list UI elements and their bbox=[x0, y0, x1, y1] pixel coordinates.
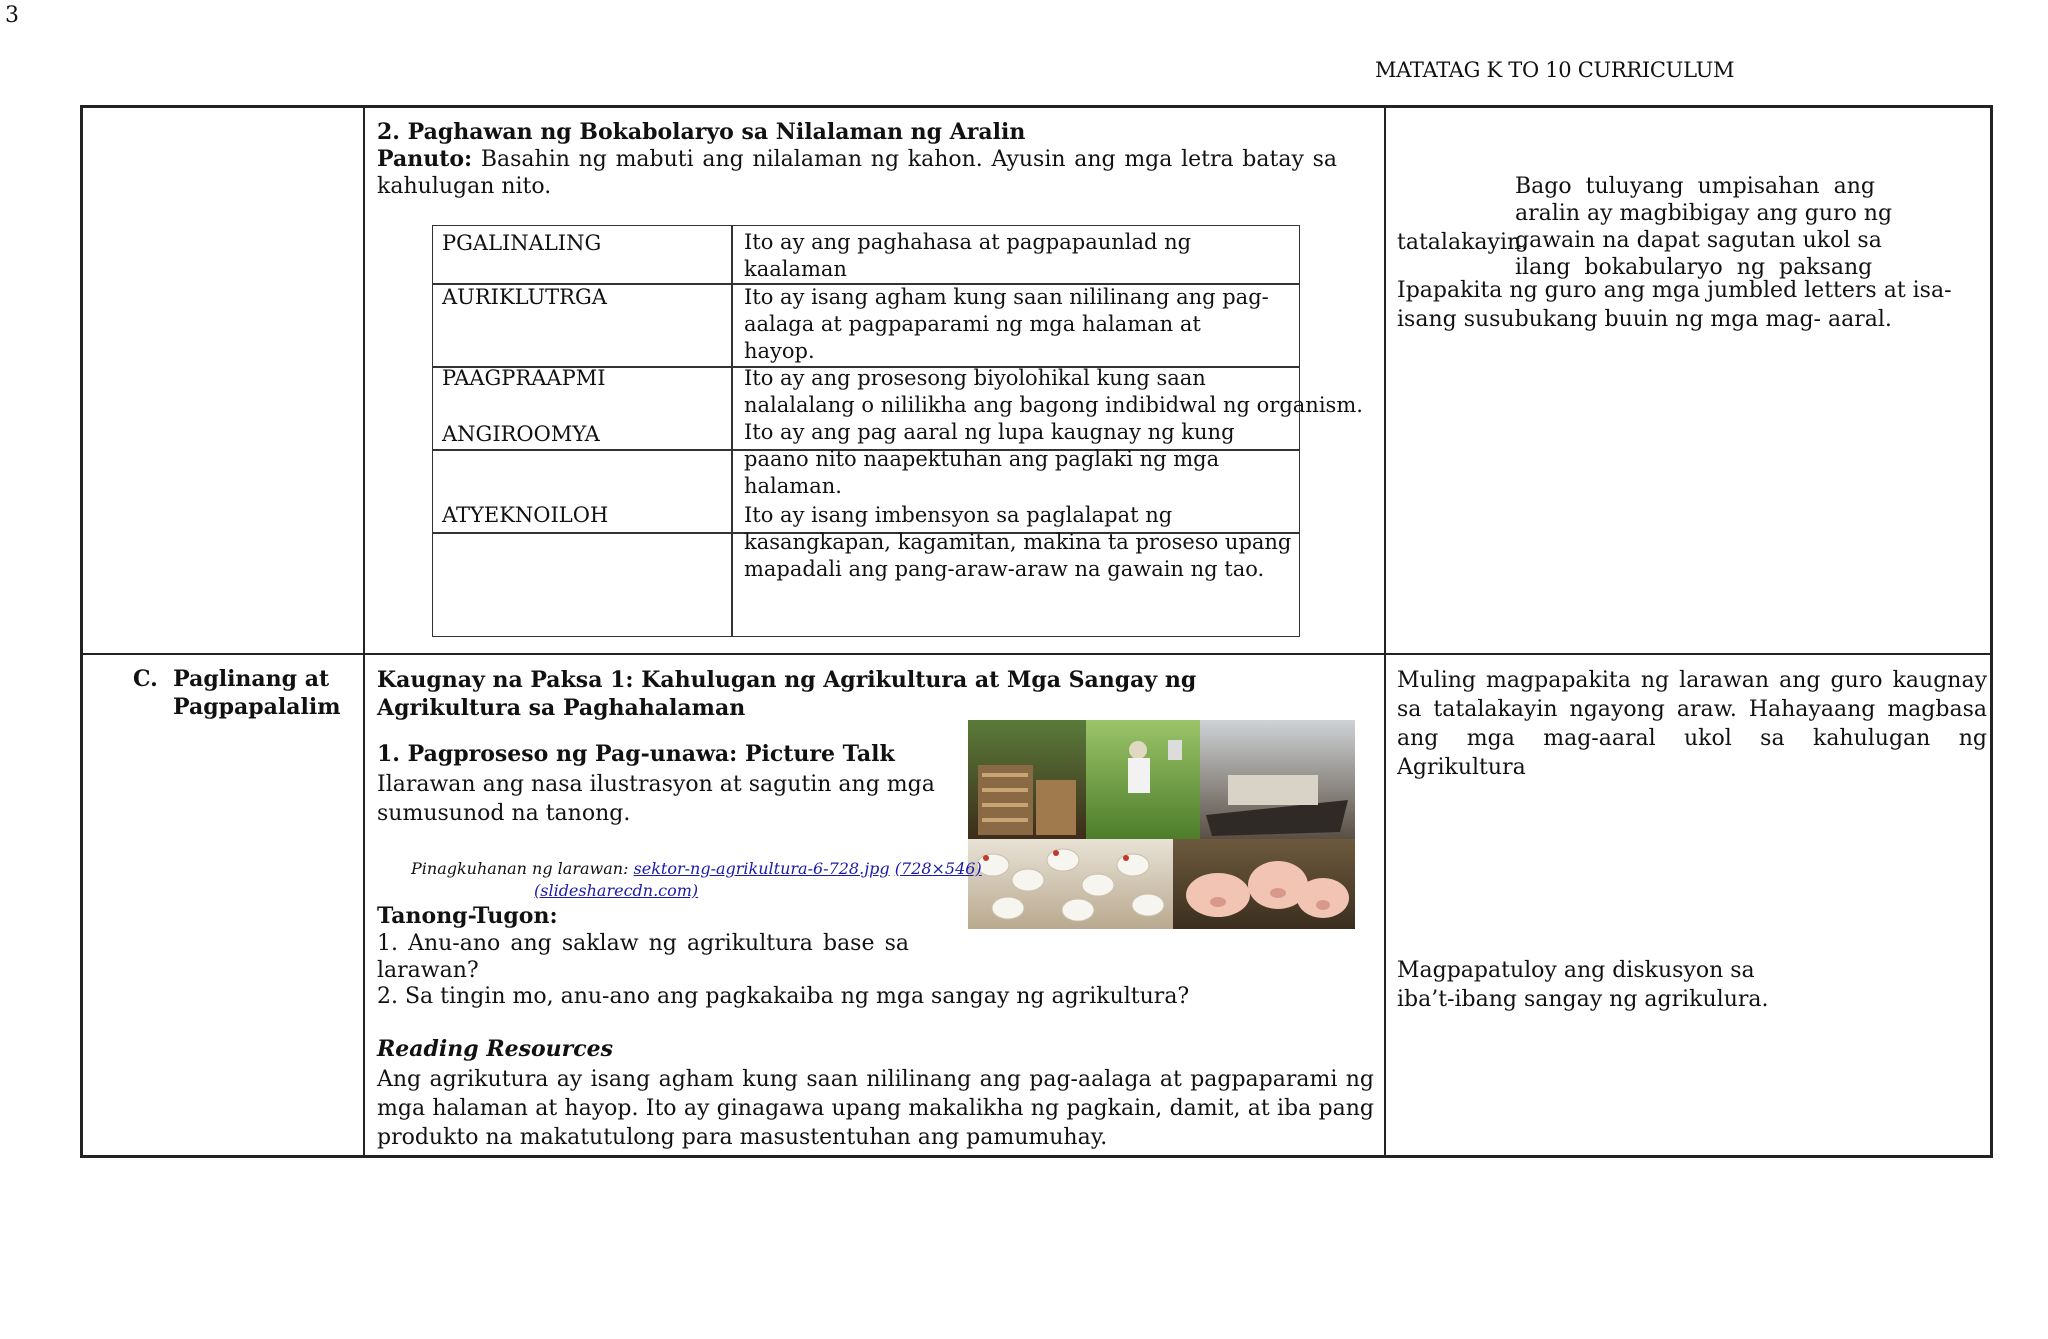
question-1: 1. Anu-ano ang saklaw ng agrikultura base sa larawan? bbox=[377, 931, 909, 983]
reading-resources-title: Reading Resources bbox=[377, 1036, 614, 1062]
reading-resources-text: Ang agrikutura ay isang agham kung saan nililinang ang pag-aalaga at pagpaparami ng mga halaman at hayop. Ito ay ginagawa upang makalikha ng pagkain, damit, at iba pang produkto na makatutulong para masustentuhan ang pamumuhay. bbox=[377, 1067, 1374, 1150]
vocab-definition: Ito ay isang imbensyon sa paglalapat ng kasangkapan, kagamitan, makina ta proseso upang mapadali ang pang-araw-araw na gawain ng tao. bbox=[744, 503, 1292, 581]
section-label: C. Paglinang at bbox=[133, 666, 330, 692]
teacher-notes-picture: Muling magpapakita ng larawan ang guro kaugnay sa tatalakayin ngayong araw. Hahayaang magbasa ang mga mag-aaral ukol sa kahulugan ng Agrikultura bbox=[1397, 668, 1987, 780]
vocab-table-col-divider bbox=[731, 225, 733, 637]
picture-talk-instruction: Ilarawan ang nasa ilustrasyon at sagutin ang mga sumusunod na tanong. bbox=[377, 772, 935, 826]
image-domain-link[interactable]: (slidesharecdn.com) bbox=[534, 881, 699, 900]
image-source: Pinagkuhanan ng larawan: sektor-ng-agrikultura-6-728.jpg (728×546) bbox=[411, 859, 982, 878]
section-label-line2: Pagpapalalim bbox=[173, 694, 341, 720]
vocab-word: AURIKLUTRGA bbox=[442, 285, 607, 309]
vocab-instruction: Panuto: Basahin ng mabuti ang nilalaman ng kahon. Ayusin ang mga letra batay sa kahulugan nito. bbox=[377, 146, 1337, 199]
image-source-domain bbox=[534, 880, 698, 902]
vocab-word: ANGIROOMYA bbox=[442, 422, 600, 446]
teacher-notes-vocab: Bago tuluyang umpisahan ang aralin ay magbibigay ang guro ng gawain na dapat sagutan ukol sa ilang bokabularyo ng paksang bbox=[1515, 174, 1893, 280]
agriculture-photos bbox=[968, 720, 1355, 929]
vocab-definition: Ito ay isang agham kung saan nililinang ang pag- aalaga at pagpaparami ng mga halaman at hayop. bbox=[744, 285, 1269, 363]
vocab-section-title: 2. Paghawan ng Bokabolaryo sa Nilalaman ng Aralin bbox=[377, 119, 1026, 145]
row-divider bbox=[80, 653, 1993, 655]
question-2: 2. Sa tingin mo, anu-ano ang pagkakaiba ng mga sangay ng agrikultura? bbox=[377, 984, 1190, 1009]
vocab-word: PAAGPRAAPMI bbox=[442, 366, 606, 390]
teacher-notes-discussion: Magpapatuloy ang diskusyon sa iba’t-ibang sangay ng agrikulura. bbox=[1397, 958, 1769, 1012]
column-divider-2 bbox=[1384, 105, 1386, 1158]
picture-talk-title: 1. Pagproseso ng Pag-unawa: Picture Talk bbox=[377, 741, 895, 767]
agriculture-collage bbox=[968, 720, 1355, 929]
vocab-word: PGALINALING bbox=[442, 231, 602, 255]
column-divider-1 bbox=[363, 105, 365, 1158]
image-size-link[interactable]: (728×546) bbox=[894, 859, 982, 878]
vocab-definition: Ito ay ang pag aaral ng lupa kaugnay ng kung paano nito naapektuhan ang paglaki ng mga halaman. bbox=[744, 420, 1235, 498]
image-source-link[interactable]: sektor-ng-agrikultura-6-728.jpg bbox=[633, 859, 890, 878]
teacher-notes-vocab-end: tatalakayin. bbox=[1397, 230, 1529, 255]
page-number: 3 bbox=[5, 3, 19, 28]
vocab-definition: Ito ay ang prosesong biyolohikal kung saan nalalalang o nililikha ang bagong indibidwal ng organism. bbox=[744, 366, 1363, 417]
vocab-word: ATYEKNOILOH bbox=[442, 503, 609, 527]
vocab-definition: Ito ay ang paghahasa at pagpapaunlad ng kaalaman bbox=[744, 230, 1192, 281]
curriculum-header: MATATAG K TO 10 CURRICULUM bbox=[1375, 58, 1735, 82]
topic-title: Kaugnay na Paksa 1: Kahulugan ng Agrikultura at Mga Sangay ng Agrikultura sa Paghahalaman bbox=[377, 667, 1197, 721]
qa-title: Tanong-Tugon: bbox=[377, 903, 558, 929]
teacher-notes-jumbled: Ipapakita ng guro ang mga jumbled letters at isa-isang susubukang buuin ng mga mag- aaral. bbox=[1397, 278, 1952, 332]
